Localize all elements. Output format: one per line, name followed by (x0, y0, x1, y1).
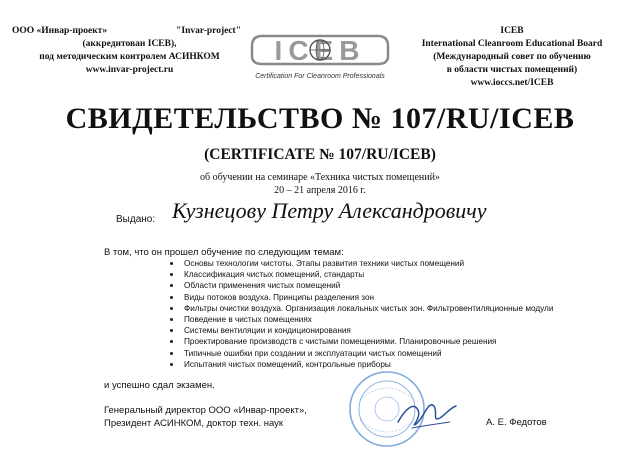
list-item: Виды потоков воздуха. Принципы разделения зон (168, 292, 553, 303)
header-right (394, 25, 630, 90)
accreditation-text: (аккредитован ICEB), (82, 39, 177, 49)
org-website: www.ioccs.net/ICEB (470, 78, 554, 88)
org-full-name: International Cleanroom Educational Board (421, 39, 603, 49)
company-name-en: "Invar-project" (176, 26, 241, 36)
list-item: Области применения чистых помещений (168, 280, 553, 291)
list-item: Типичные ошибки при создании и эксплуатации чистых помещений (168, 348, 553, 359)
org-name: ICEB (500, 26, 524, 36)
company-name: ООО «Инвар-проект» (12, 26, 108, 36)
seminar-name: об обучении на семинаре «Техника чистых помещений» (200, 172, 440, 183)
seminar-info (0, 171, 640, 197)
list-item: Проектирование производств с чистыми помещениями. Планировочные решения (168, 336, 553, 347)
recipient-name: Кузнецову Петру Александровичу (172, 198, 487, 223)
director-title (104, 404, 307, 430)
logo-tagline: Certification For Cleanroom Professionals (255, 73, 385, 80)
issued-label: Выдано: (116, 214, 156, 225)
org-name-ru-line1: (Международный совет по обучению (433, 52, 591, 62)
exam-passed-text: и успешно сдал экзамен. (104, 380, 215, 391)
list-item: Фильтры очистки воздуха. Организация локальных чистых зон. Фильтровентиляционные модули (168, 303, 553, 314)
signer-name: А. Е. Федотов (486, 417, 547, 428)
list-item: Основы технологии чистоты. Этапы развития техники чистых помещений (168, 258, 553, 269)
certificate-subtitle: (CERTIFICATE № 107/RU/ICEB) (204, 146, 436, 163)
seminar-dates: 20 – 21 апреля 2016 г. (274, 185, 366, 196)
iceb-logo (248, 24, 392, 84)
topics-intro: В том, что он прошел обучение по следующим темам: (104, 247, 344, 258)
company-website: www.invar-project.ru (85, 65, 174, 75)
certificate-title: СВИДЕТЕЛЬСТВО № 107/RU/ICEB (65, 102, 575, 135)
org-name-ru-line2: в области чистых помещений) (446, 65, 578, 75)
list-item: Поведение в чистых помещениях (168, 314, 553, 325)
logo-wordmark: ICEB (274, 35, 366, 66)
signature-image (392, 388, 462, 436)
supervision-text: под методическим контролем АСИНКОМ (39, 52, 220, 62)
list-item: Системы вентиляции и кондиционирования (168, 325, 553, 336)
list-item: Испытания чистых помещений, контрольные приборы (168, 359, 553, 370)
topics-list (168, 258, 553, 370)
list-item: Классификация чистых помещений, стандарты (168, 269, 553, 280)
director-line1: Генеральный директор ООО «Инвар-проект», (104, 405, 307, 416)
header-left (12, 25, 247, 77)
director-line2: Президент АСИНКОМ, доктор техн. наук (104, 418, 284, 429)
